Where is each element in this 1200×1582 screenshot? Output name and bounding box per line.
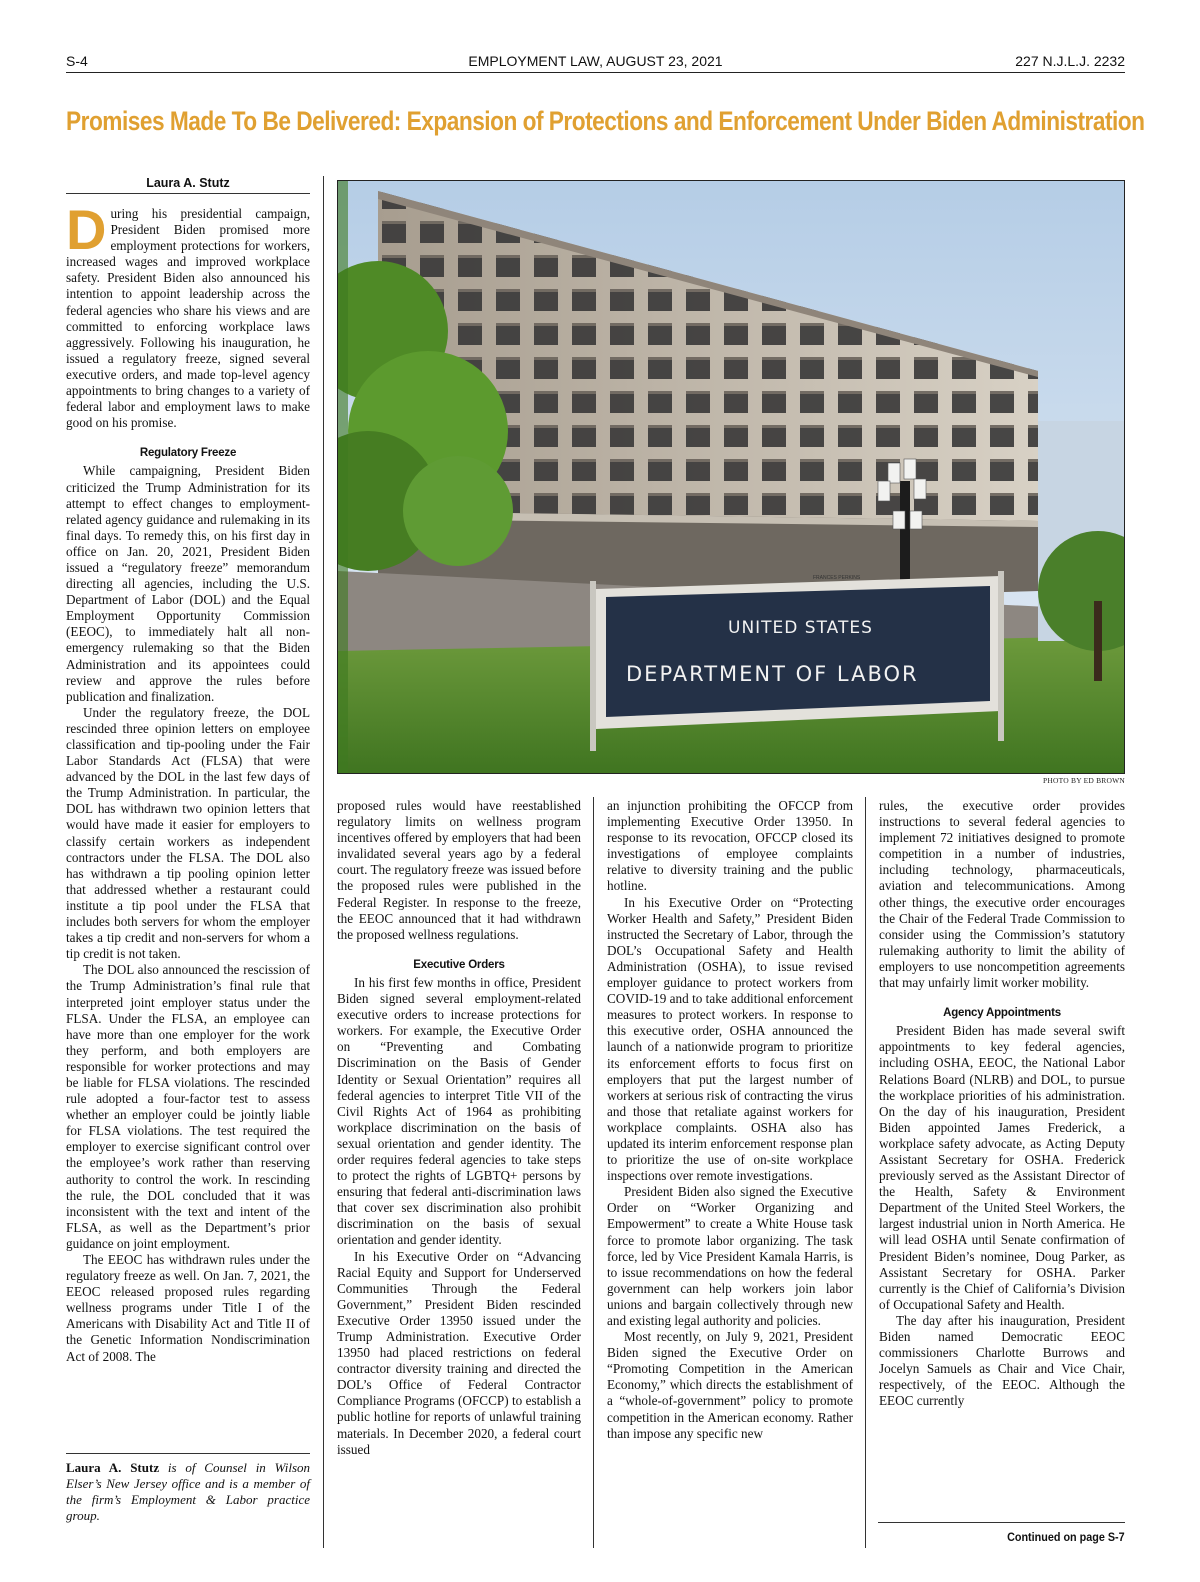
paragraph: Under the regulatory freeze, the DOL rescinded three opinion letters on employee classification and tip-pooling under the Fair Labor Standards Act (FLSA) that were advanced by the DOL in the last few days of the Trump Administration. In particular, the DOL has withdrawn two opinion letters that would have made it easier for employers to classify certain workers as independent contractors under the FLSA. The DOL also has withdrawn a tip pooling opinion letter that addressed whether a restaurant could institute a tip pool under the FLSA that includes both servers for whom the employer takes a tip credit and non-servers for whom a tip credit is not taken. — [66, 704, 310, 962]
column-1 — [66, 198, 310, 1365]
author-bio — [66, 1453, 310, 1524]
drop-cap: D — [66, 198, 107, 261]
paragraph: In his Executive Order on “Advancing Racial Equity and Support for Underserved Communities Through the Federal Government,” President Biden rescinded Executive Order 13950 issued under the Trump Administration. Executive Order 13950 had placed restrictions on federal contractor diversity training and directed the DOL’s Office of Federal Contractor Compliance Programs (OFCCP) to establish a public hotline for reports of unlawful training materials. In December 2020, a federal court issued — [337, 1248, 581, 1457]
column-divider — [323, 176, 324, 1548]
author-name: Laura A. Stutz — [146, 176, 230, 190]
continued-on-link[interactable]: Continued on page S-7 — [1007, 1530, 1125, 1544]
running-header — [66, 53, 1125, 73]
publication-date: EMPLOYMENT LAW, AUGUST 23, 2021 — [468, 53, 723, 69]
building-plaque: FRANCES PERKINS — [813, 575, 861, 581]
paragraph: While campaigning, President Biden criticized the Trump Administration for its attempt to effect changes to employment-related agency guidance and rulemaking in its final days. To remedy this, on his first day in office on Jan. 20, 2021, President Biden issued a “regulatory freeze” memorandum directing all agencies, including the U.S. Department of Labor (DOL) and the Equal Employment Opportunity Commission (EEOC), to immediately halt all non-emergency rulemaking so that the Biden Administration and its appointees could review and approve the rules before publication and finalization. — [66, 463, 310, 704]
paragraph: Most recently, on July 9, 2021, President Biden signed the Executive Order on “Promoting Competition in the American Economy,” which directs the establishment of a “whole-of-government” policy to promote competition in the American economy. Rather than impose any specific new — [607, 1329, 853, 1441]
paragraph: In his Executive Order on “Protecting Worker Health and Safety,” President Biden instructed the Secretary of Labor, through the DOL’s Occupational Safety and Health Administration (OSHA), to issue revised employer guidance to protect workers from COVID-19 and to take additional enforcement measures to protect workers. In response to this executive order, OSHA announced the launch of a nationwide program to prioritize its enforcement efforts to focus first on employers that put the largest number of workers at serious risk of contracting the virus and those that retaliate against workers for workplace complaints. OSHA also has updated its interim enforcement response plan to prioritize the use of on-site workplace inspections over remote investigations. — [607, 894, 853, 1184]
paragraph: President Biden has made several swift appointments to key federal agencies, including OSHA, EEOC, the National Labor Relations Board (NLRB) and DOL, to pursue the workplace priorities of his administration. On the day of his inauguration, President Biden appointed James Frederick, a workplace safety advocate, as Acting Deputy Assistant Secretary for OSHA. Frederick previously served as the Assistant Director of the Health, Safety & Environment Department of the United Steel Workers, the largest industrial union in North America. He will lead OSHA until Senate confirmation of President Biden’s nominee, Doug Parker, as Assistant Secretary for OSHA. Parker currently is the Chief of California’s Division of Occupational Safety and Health. — [879, 1023, 1125, 1312]
bio-text: is of Counsel in Wilson Elser’s New Jersey office and is a member of the firm’s Employment & Labor practice group. — [66, 1460, 311, 1523]
section-heading-regulatory-freeze: Regulatory Freeze — [139, 447, 237, 460]
paragraph: The DOL also announced the rescission of the Trump Administration’s final rule that interpreted joint employer status under the FLSA. Under the FLSA, an employee can have more than one employer for the work they perform, and both employers are responsible for worker protections and may be liable for FLSA violations. The rescinded rule adopted a four-factor test to assess whether an employer could be jointly liable for FLSA violations. The test required the employer to exercise significant control over the employee’s work rather than reserving authority to control the work. In rescinding the rule, the DOL concluded that it was inconsistent with the text and intent of the FLSA, as well as the Department’s prior guidance on joint employment. — [66, 962, 310, 1251]
byline — [66, 176, 310, 194]
section-heading-agency-appointments: Agency Appointments — [943, 1007, 1061, 1020]
section-heading-executive-orders: Executive Orders — [413, 958, 505, 971]
article-title: Promises Made To Be Delivered: Expansion of Protections and Enforcement Under Biden Administration — [66, 106, 1145, 136]
sign-line-1: UNITED STATES — [728, 618, 873, 638]
page-number: S-4 — [66, 53, 88, 69]
sign-line-2: DEPARTMENT OF LABOR — [626, 662, 919, 686]
column-4 — [879, 798, 1125, 1409]
paragraph: President Biden also signed the Executive Order on “Worker Organizing and Empowerment” to create a White House task force to promote labor organizing. The task force, led by Vice President Kamala Harris, is to issue recommendations on how the federal government can help workers join labor unions and bargain collectively through new and existing legal authority and policies. — [607, 1184, 853, 1328]
department-of-labor-photo — [337, 180, 1125, 774]
paragraph: proposed rules would have reestablished regulatory limits on wellness program incentives offered by employers that had been invalidated several years ago by a federal court. The regulatory freeze was issued before the proposed rules were published in the Federal Register. In response to the freeze, the EEOC announced that it had withdrawn the proposed wellness regulations. — [337, 798, 581, 942]
bio-name: Laura A. Stutz — [66, 1460, 160, 1475]
paragraph: an injunction prohibiting the OFCCP from implementing Executive Order 13950. In response to its revocation, OFCCP closed its investigations of employee complaints relative to diversity training and the public hotline. — [607, 798, 853, 894]
paragraph: The EEOC has withdrawn rules under the regulatory freeze as well. On Jan. 7, 2021, the EEOC released proposed rules regarding wellness programs under Title I of the Americans with Disability Act and Title II of the Genetic Information Nondiscrimination Act of 2008. The — [66, 1252, 310, 1364]
citation: 227 N.J.L.J. 2232 — [1015, 53, 1125, 69]
column-divider — [593, 797, 594, 1548]
intro-paragraph: During his presidential campaign, President Biden promised more employment protections for workers, increased wages and improved workplace safety. President Biden also announced his intention to appoint leadership across the federal agencies who share his views and are committed to enforcing workplace laws aggressively. Following his inauguration, he issued a regulatory freeze, signed several executive orders, and made top-level agency appointments to bring changes to a variety of federal labor and employment laws to make good on his promise. — [66, 198, 310, 431]
column-2 — [337, 798, 581, 1458]
paragraph: The day after his inauguration, President Biden named Democratic EEOC commissioners Charlotte Burrows and Jocelyn Samuels as Chair and Vice Chair, respectively, of the EEOC. Although the EEOC currently — [879, 1312, 1125, 1409]
paragraph: rules, the executive order provides instructions to several federal agencies to implement 72 initiatives designed to promote competition in a number of industries, including technology, pharmaceuticals, aviation and telecommunications. Among other things, the executive order encourages the Chair of the Federal Trade Commission to consider using the Commission’s statutory rulemaking authority to limit the ability of employers to use noncompetition agreements that may unfairly limit worker mobility. — [879, 798, 1125, 991]
photo-credit: PHOTO BY ED BROWN — [1043, 776, 1125, 785]
column-3 — [607, 798, 853, 1442]
paragraph: In his first few months in office, President Biden signed several employment-related executive orders to increase protections for workers. For example, the Executive Order on “Preventing and Combating Discrimination on the Basis of Gender Identity or Sexual Orientation” requires all federal agencies to interpret Title VII of the Civil Rights Act of 1964 as prohibiting workplace discrimination on the basis of sexual orientation and gender identity. The order requires federal agencies to take steps to protect the rights of LGBTQ+ persons by ensuring that federal anti-discrimination laws that cover sex discrimination also prohibit discrimination on the basis of sexual orientation and gender identity. — [337, 974, 581, 1248]
column-divider — [865, 797, 866, 1548]
continued-rule — [878, 1522, 1125, 1523]
